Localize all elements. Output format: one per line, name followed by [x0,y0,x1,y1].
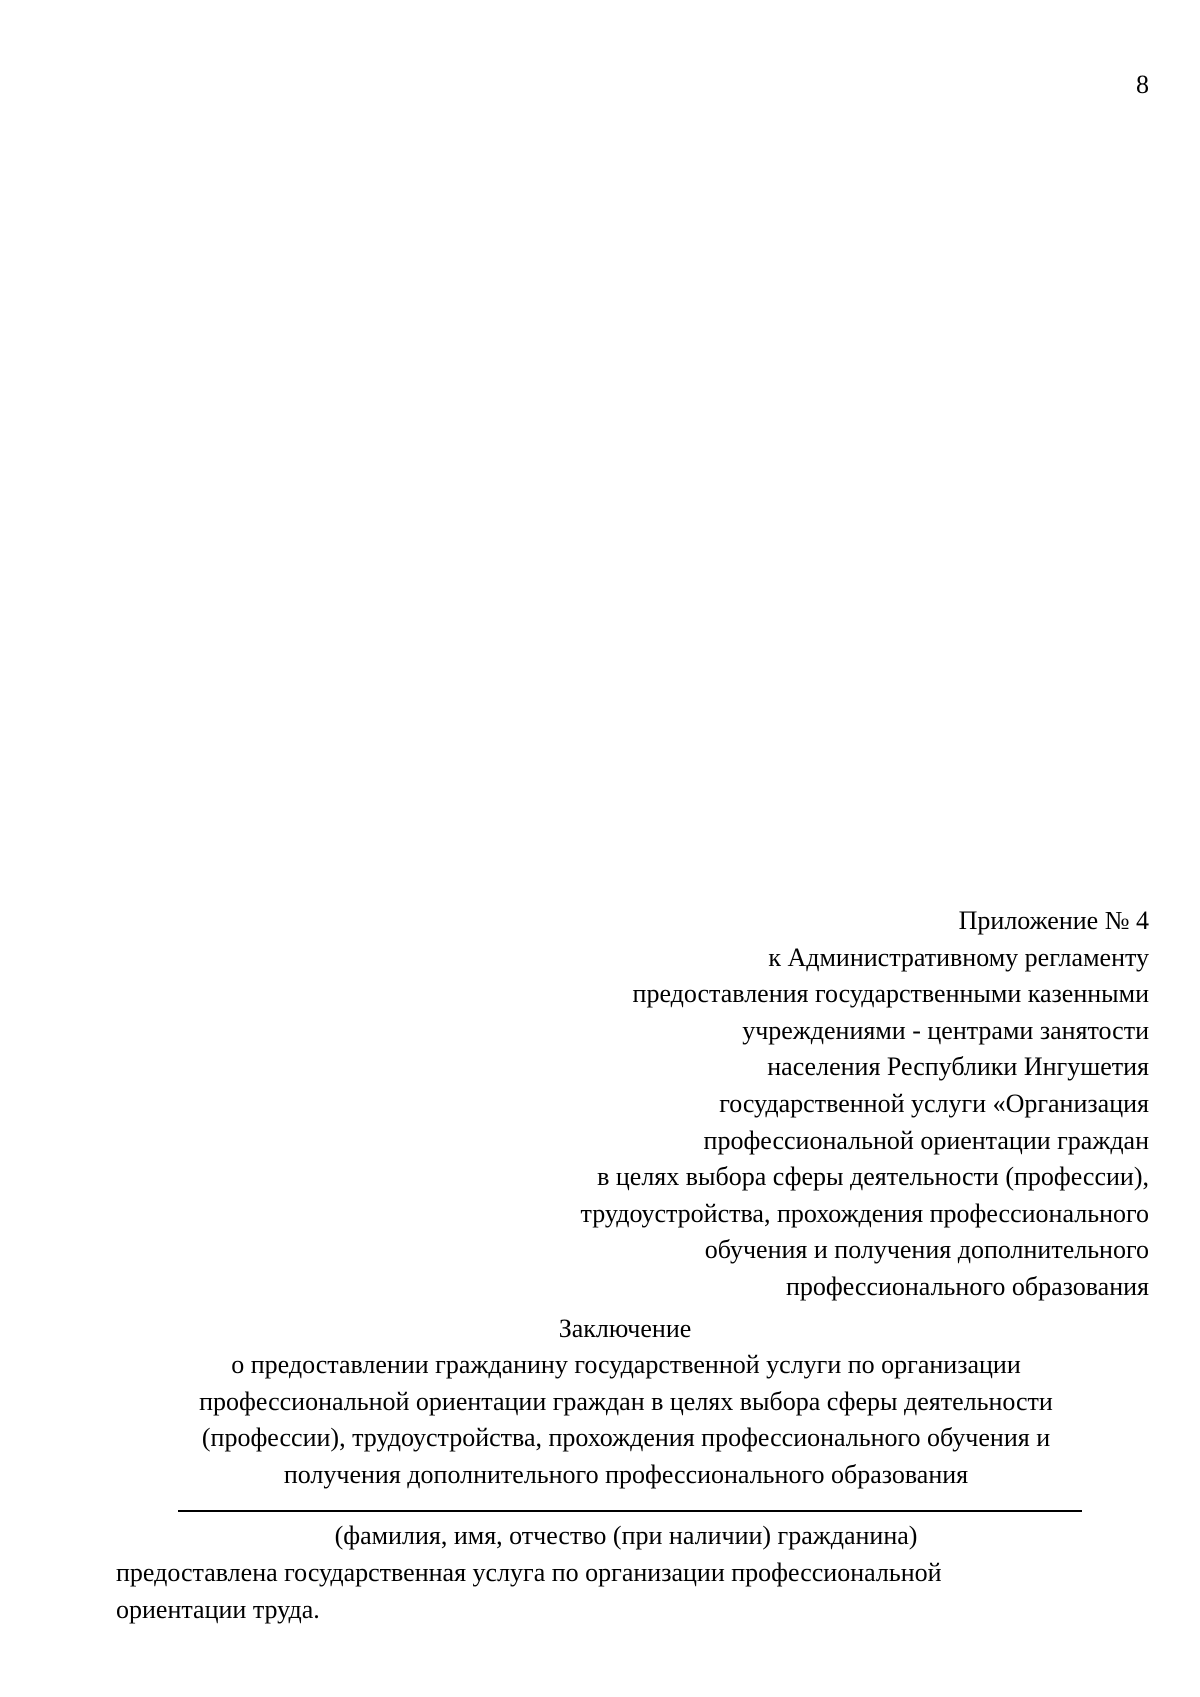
appendix-line: трудоустройства, прохождения профессионального [580,1198,1149,1228]
appendix-line: профессиональной ориентации граждан [703,1125,1149,1155]
appendix-line: обучения и получения дополнительного [704,1235,1149,1265]
page-number: 8 [1136,70,1149,99]
citizen-name-caption: (фамилия, имя, отчество (при наличии) гражданина) [334,1521,918,1550]
conclusion-subtitle-line: получения дополнительного профессионального образования [283,1459,969,1489]
appendix-line: в целях выбора сферы деятельности (профессии), [597,1162,1149,1192]
appendix-title: Приложение № 4 [958,906,1149,935]
appendix-line: предоставления государственными казенными [632,979,1149,1009]
appendix-line: к Административному регламенту [768,942,1149,972]
conclusion-subtitle [116,1347,1136,1493]
appendix-line: населения Республики Ингушетия [767,1052,1149,1082]
appendix-header [389,903,1149,1306]
conclusion-subtitle-line: профессиональной ориентации граждан в целях выбора сферы деятельности [199,1386,1053,1416]
appendix-line: учреждениями - центрами занятости [742,1015,1149,1045]
conclusion-subtitle-line: о предоставлении гражданину государственной услуги по организации [231,1350,1021,1379]
conclusion-body-line: ориентации труда. [116,1595,320,1624]
conclusion-body-line: предоставлена государственная услуга по организации профессиональной [116,1558,942,1587]
conclusion-subtitle-line: (профессии), трудоустройства, прохождения профессионального обучения и [201,1423,1051,1453]
conclusion-title: Заключение [558,1314,692,1343]
conclusion-body [116,1554,1156,1628]
appendix-line: государственной услуги «Организация [719,1088,1149,1118]
citizen-name-underline [178,1510,1082,1512]
appendix-line: профессионального образования [785,1271,1149,1301]
